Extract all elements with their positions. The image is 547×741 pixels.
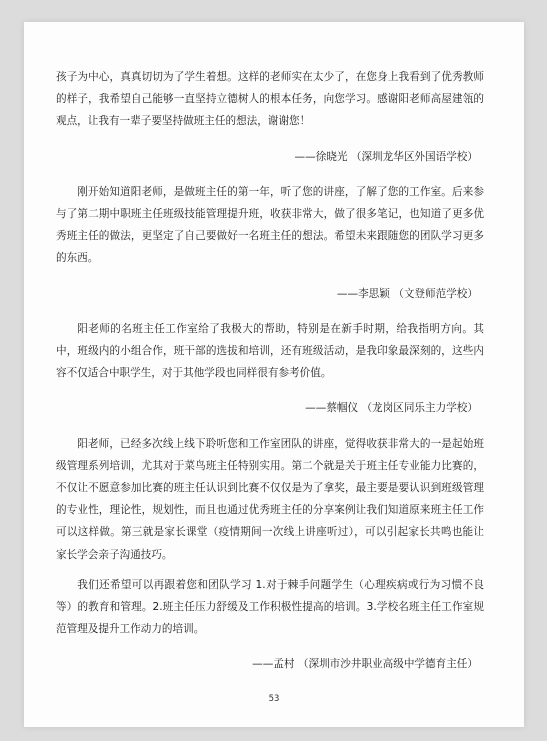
entry-3-paragraph: 阳老师的名班主任工作室给了我极大的帮助，特别是在新手时期，给我指明方向。其中，班级内的小组合作，班干部的选拔和培训，还有班级活动，是我印象最深刻的，这些内容不仅适合中职学生，对于其他学段也同样很有参考价值。 [56,322,484,380]
entry-2-paragraph: 刚开始知道阳老师，是做班主任的第一年，听了您的讲座，了解了您的工作室。后来参与了第二期中职班主任班级技能管理提升班，收获非常大，做了很多笔记，也知道了更多优秀班主任的做法，更坚定了自己要做好一名班主任的想法。希望未来跟随您的团队学习更多的东西。 [56,185,484,265]
entry-4-paragraph-1: 阳老师，已经多次线上线下聆听您和工作室团队的讲座，觉得收获非常大的一是起始班级管理系列培训，尤其对于菜鸟班主任特别实用。第二个就是关于班主任专业能力比赛的，不仅让不愿意参加比赛的班主任认识到比赛不仅仅是为了拿奖，最主要是要认识到班级管理的专业性，理论性，规划性，而且也通过优秀班主任的分享案例让我们知道原来班主任工作可以这样做。第三就是家长课堂（疫情期间一次线上讲座听过），可以引起家长共鸣也能让家长学会亲子沟通技巧。 [56,437,484,561]
entry-2-signature: ——李思颖 （文登师范学校） [336,287,478,300]
entry-3-signature: ——蔡帼仪 （龙岗区同乐主力学校） [305,402,478,415]
entry-1-signature: ——徐晓光 （深圳龙华区外国语学校） [294,150,478,163]
page-number: 53 [268,694,280,704]
entry-1-paragraph: 孩子为中心，真真切切为了学生着想。这样的老师实在太少了，在您身上我看到了优秀教师的样子，我希望自己能够一直坚持立德树人的根本任务，向您学习。感谢阳老师高屋建瓴的观点，让我有一辈子要坚持做班主任的想法，谢谢您！ [56,71,484,128]
paragraph-gap [56,566,484,574]
entry-4-paragraph-2: 我们还希望可以再跟着您和团队学习 1.对于棘手问题学生（心理疾病或行为习惯不良等）的教育和管理。2.班主任压力舒缓及工作积极性提高的培训。3.学校名班主任工作室规范管理及提升工作动力的培训。 [56,578,484,636]
entry-4-signature: ——孟村 （深圳市沙井职业高级中学德育主任） [252,658,478,671]
document-page [24,22,524,727]
page-content [56,66,484,689]
